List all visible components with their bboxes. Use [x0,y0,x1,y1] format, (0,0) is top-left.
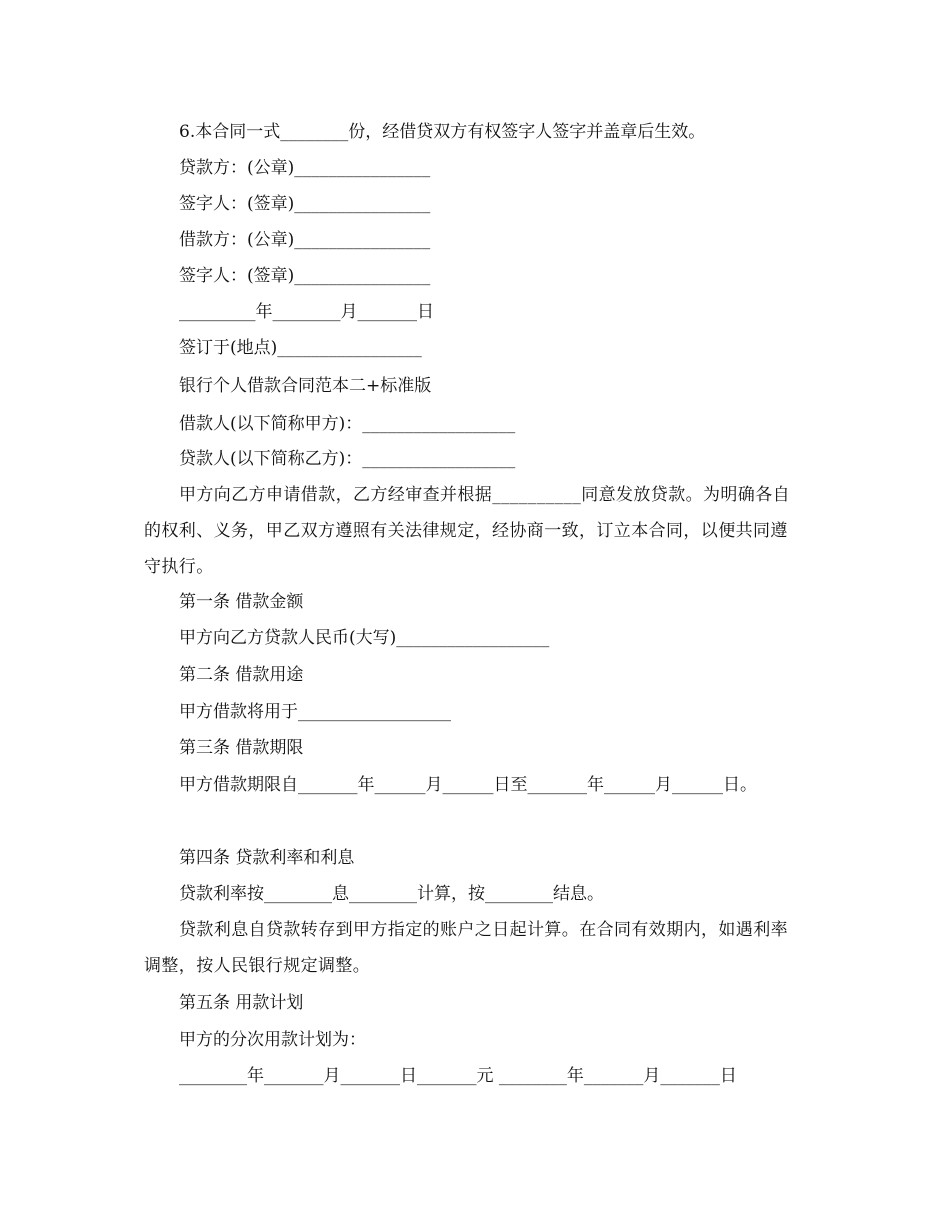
clause-6: 6.本合同一式________份，经借贷双方有权签字人签字并盖章后生效。 [179,122,706,142]
article-1-title: 第一条 借款金额 [179,592,304,612]
sign-date: _________年________月_______日 [179,302,434,322]
article-5-body: 甲方的分次用款计划为： [179,1030,366,1050]
lender-signer: 签字人：(签章)________________ [179,194,431,214]
borrower-seal: 借款方：(公章)________________ [179,230,431,250]
article-3-title: 第三条 借款期限 [179,738,304,758]
party-b: 贷款人(以下简称乙方)：__________________ [179,449,516,469]
lender-seal: 贷款方：(公章)________________ [179,158,431,178]
article-1-body: 甲方向乙方贷款人民币(大写)__________________ [179,628,550,648]
template-title: 银行个人借款合同范本二+标准版 [179,376,432,396]
article-3-body: 甲方借款期限自_______年______月______日至_______年______月______日。 [179,775,757,795]
article-5-schedule: ________年_______月_______日_______元 ________年_______月_______日 [179,1066,737,1086]
article-2-body: 甲方借款将用于__________________ [179,702,451,722]
party-a: 借款人(以下简称甲方)：__________________ [179,414,516,434]
borrower-signer: 签字人：(签章)________________ [179,266,431,286]
article-5-title: 第五条 用款计划 [179,993,304,1013]
article-2-title: 第二条 借款用途 [179,665,304,685]
article-4-body: 贷款利率按________息________计算，按________结息。 [179,884,604,904]
article-4-title: 第四条 贷款利率和利息 [179,848,355,868]
article-4-body-2: 贷款利息自贷款转存到甲方指定的账户之日起计算。在合同有效期内，如遇利率调整，按人民银行规定调整。 [144,920,788,976]
sign-place: 签订于(地点)_________________ [179,338,422,358]
preamble: 甲方向乙方申请借款，乙方经审查并根据__________同意发放贷款。为明确各自的权利、义务，甲乙双方遵照有关法律规定，经协商一致，订立本合同，以便共同遵守执行。 [144,485,790,577]
